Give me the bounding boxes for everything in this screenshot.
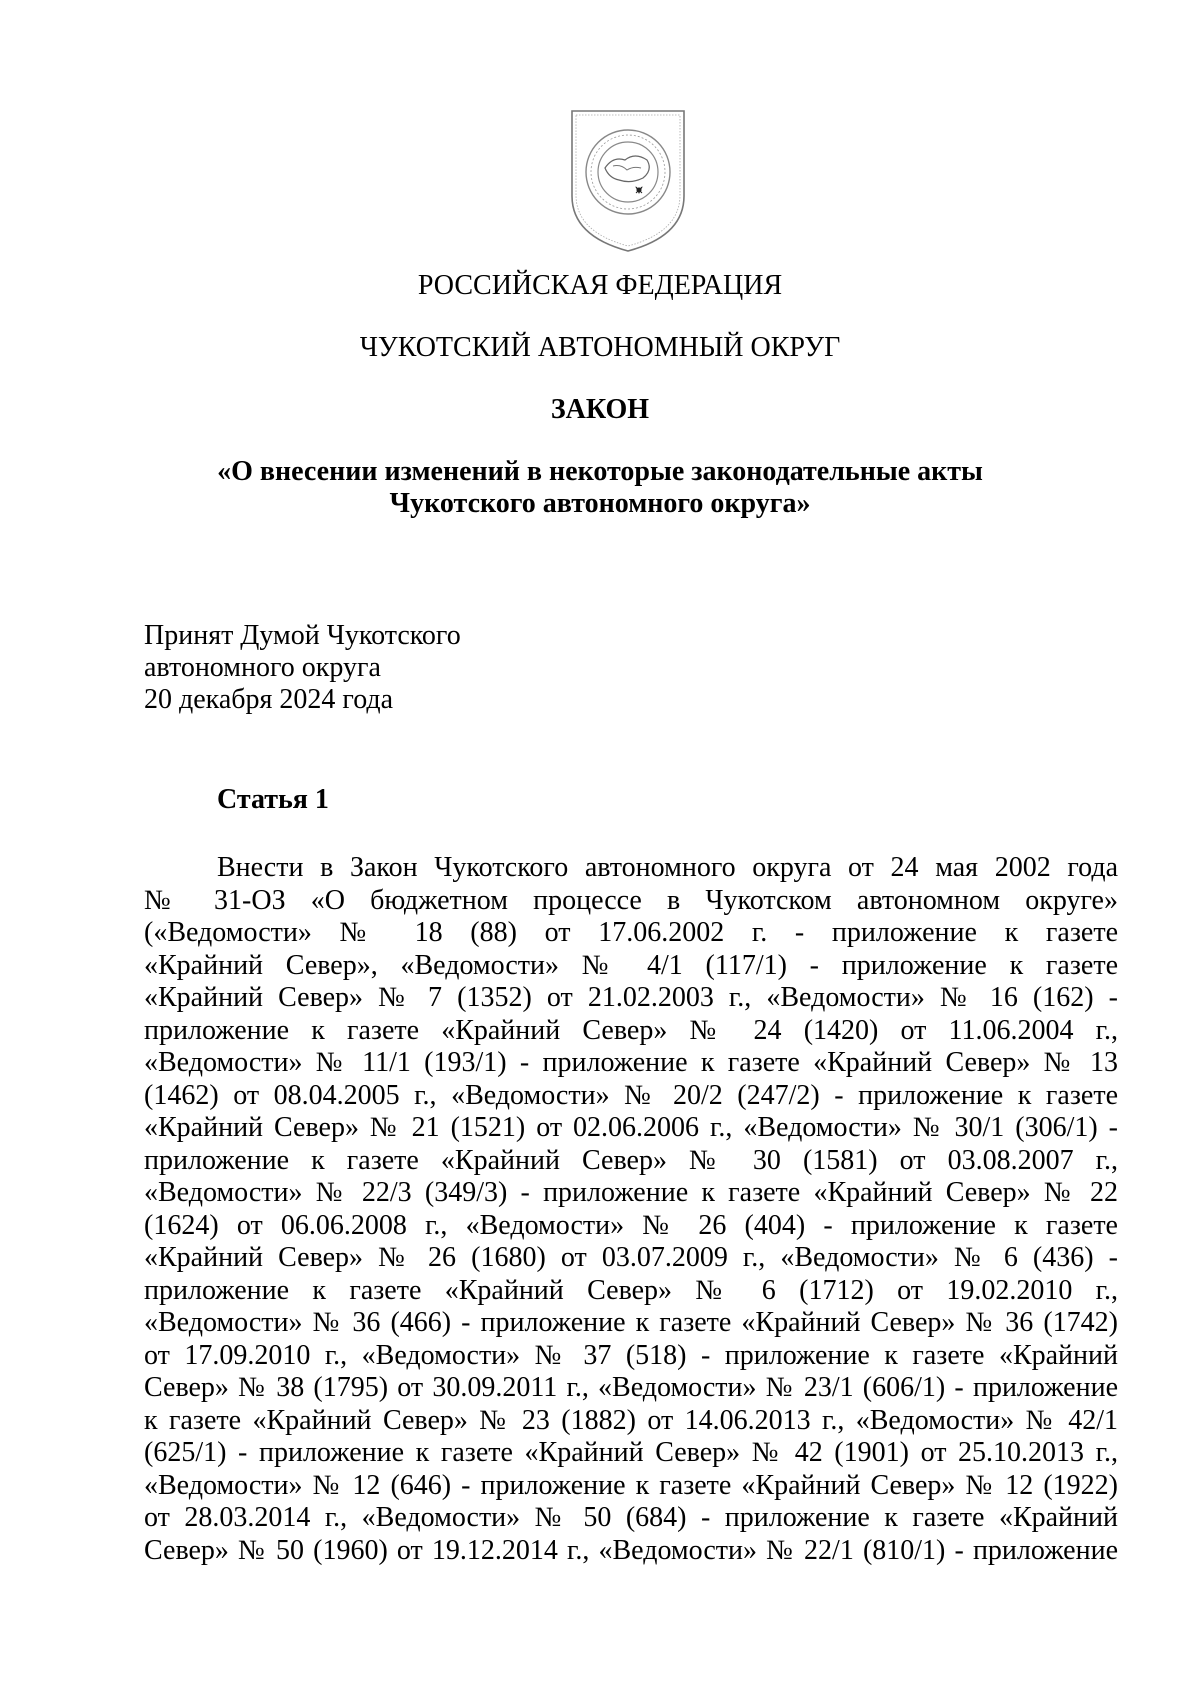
article-body-line: (625/1) - приложение к газете «Крайний Север» № 42 (1901) от 25.10.2013 г., bbox=[144, 1437, 1118, 1468]
article-body-line: «Ведомости» № 12 (646) - приложение к газете «Крайний Север» № 12 (1922) bbox=[144, 1469, 1118, 1501]
document-type-heading: ЗАКОН bbox=[550, 394, 650, 425]
article-body-line: (1462) от 08.04.2005 г., «Ведомости» № 20/2 (247/2) - приложение к газете bbox=[144, 1079, 1118, 1111]
article-body-line: Внести в Закон Чукотского автономного округа от 24 мая 2002 года bbox=[217, 852, 1118, 883]
article-body-line: «Крайний Север» № 7 (1352) от 21.02.2003 г., «Ведомости» № 16 (162) - bbox=[144, 982, 1118, 1013]
article-body-line: приложение к газете «Крайний Север» № 24 (1420) от 11.06.2004 г., bbox=[144, 1014, 1118, 1046]
article-body-line: № 31-ОЗ «О бюджетном процессе в Чукотском автономном округе» bbox=[144, 884, 1118, 916]
article-body-line: «Крайний Север» № 21 (1521) от 02.06.2006 г., «Ведомости» № 30/1 (306/1) - bbox=[144, 1112, 1118, 1143]
adoption-block bbox=[144, 620, 461, 716]
article-title: Статья 1 bbox=[217, 784, 329, 815]
article-body-line: от 17.09.2010 г., «Ведомости» № 37 (518) - приложение к газете «Крайний bbox=[144, 1339, 1118, 1371]
law-title-line-1: «О внесении изменений в некоторые законодательные акты bbox=[217, 456, 983, 487]
article-body-line: (1624) от 06.06.2008 г., «Ведомости» № 26 (404) - приложение к газете bbox=[144, 1209, 1118, 1241]
article-body-line: «Ведомости» № 36 (466) - приложение к газете «Крайний Север» № 36 (1742) bbox=[144, 1307, 1118, 1338]
article-body-line: Север» № 50 (1960) от 19.12.2014 г., «Ведомости» № 22/1 (810/1) - приложение bbox=[144, 1534, 1118, 1566]
coat-of-arms-emblem bbox=[569, 108, 687, 254]
adoption-date: 20 декабря 2024 года bbox=[144, 684, 394, 715]
article-body-line: к газете «Крайний Север» № 23 (1882) от 14.06.2013 г., «Ведомости» № 42/1 bbox=[144, 1404, 1118, 1436]
article-body bbox=[144, 852, 1118, 1567]
region-heading: ЧУКОТСКИЙ АВТОНОМНЫЙ ОКРУГ bbox=[359, 332, 841, 363]
article-body-line: «Ведомости» № 22/3 (349/3) - приложение к газете «Крайний Север» № 22 bbox=[144, 1177, 1118, 1208]
article-body-line: Север» № 38 (1795) от 30.09.2011 г., «Ведомости» № 23/1 (606/1) - приложение bbox=[144, 1372, 1118, 1403]
adoption-line-2: автономного округа bbox=[144, 652, 381, 683]
article-body-line: от 28.03.2014 г., «Ведомости» № 50 (684) - приложение к газете «Крайний bbox=[144, 1502, 1118, 1533]
country-heading: РОССИЙСКАЯ ФЕДЕРАЦИЯ bbox=[417, 270, 783, 301]
article-body-line: приложение к газете «Крайний Север» № 6 (1712) от 19.02.2010 г., bbox=[144, 1274, 1118, 1306]
law-title-line-2: Чукотского автономного округа» bbox=[389, 488, 811, 519]
article-body-line: «Крайний Север» № 26 (1680) от 03.07.2009 г., «Ведомости» № 6 (436) - bbox=[144, 1242, 1118, 1273]
article-body-line: «Крайний Север», «Ведомости» № 4/1 (117/1) - приложение к газете bbox=[144, 949, 1118, 981]
article-body-line: («Ведомости» № 18 (88) от 17.06.2002 г. - приложение к газете bbox=[144, 917, 1118, 948]
article-body-line: «Ведомости» № 11/1 (193/1) - приложение к газете «Крайний Север» № 13 bbox=[144, 1047, 1118, 1078]
adoption-line-1: Принят Думой Чукотского bbox=[144, 620, 461, 651]
article-body-line: приложение к газете «Крайний Север» № 30 (1581) от 03.08.2007 г., bbox=[144, 1144, 1118, 1176]
